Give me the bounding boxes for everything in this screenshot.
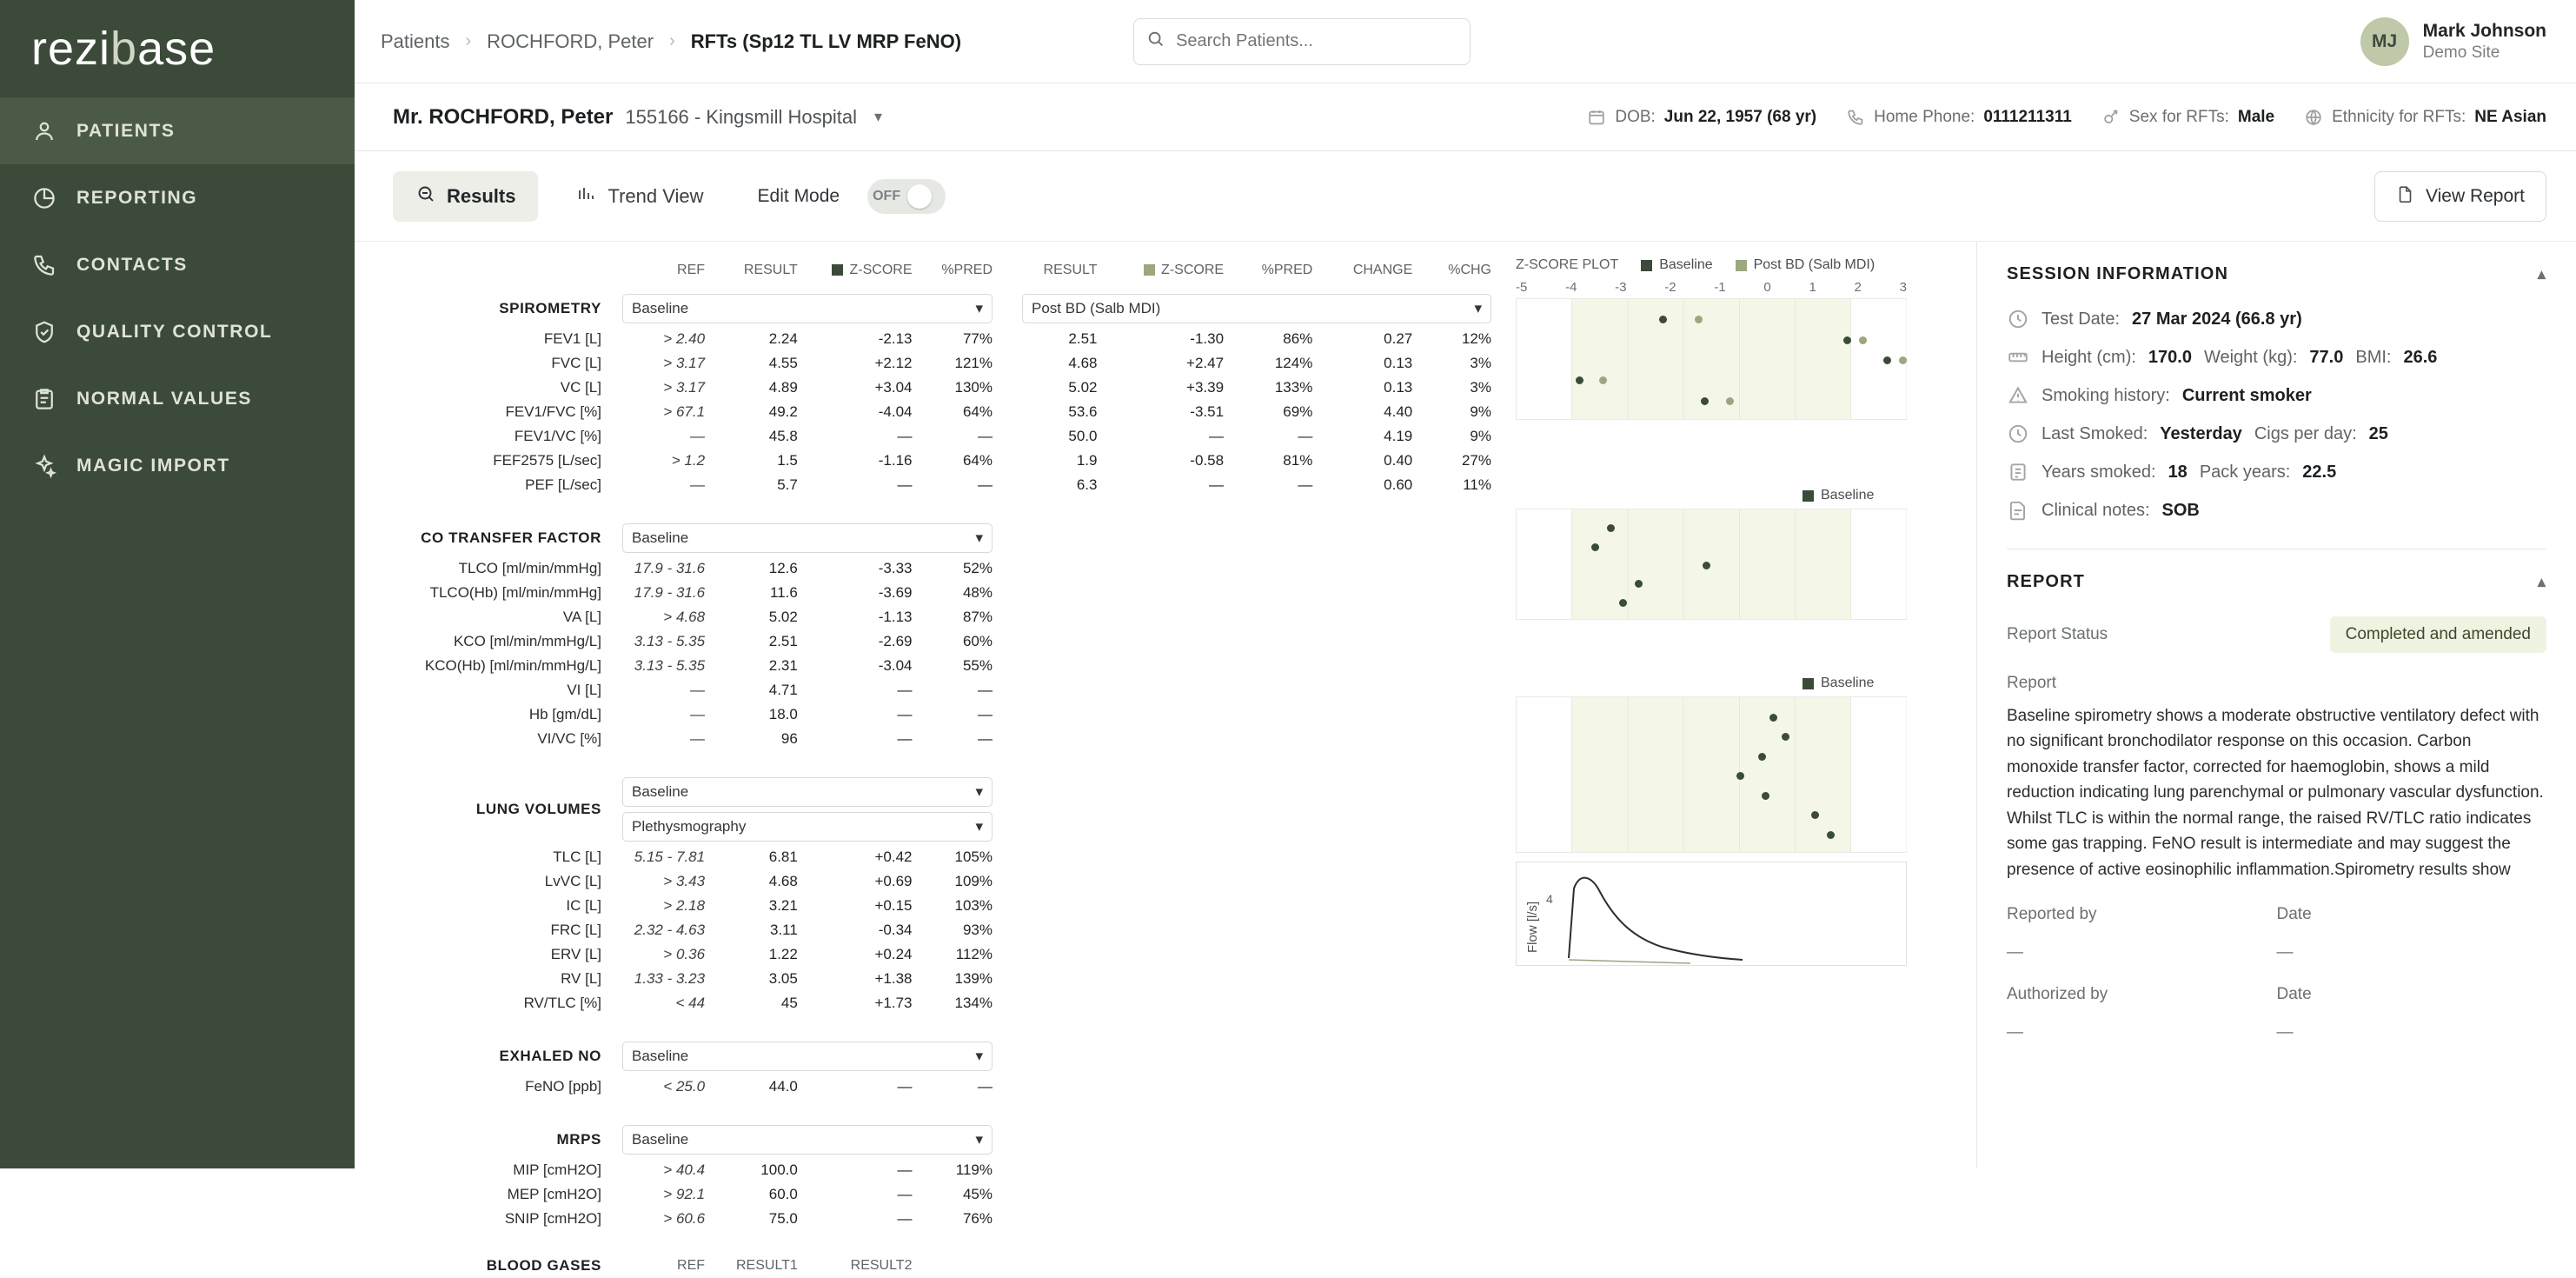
table-row: MEP [cmH2O] > 92.1 60.0 — 45% [507,1186,993,1202]
postbd-table [1013,257,1500,497]
col-ref: REF [677,263,706,277]
zscore-point [1883,356,1891,364]
chevron-down-icon: ▾ [975,300,983,316]
session-smoking-value: Current smoker [2181,385,2312,405]
table-row: KCO(Hb) [ml/min/mmHg/L] 3.13 - 5.35 2.31 -3.04 55% [424,657,993,674]
section-label-blood-gases: BLOOD GASES [486,1257,601,1274]
select-spirometry-postbd[interactable]: Post BD (Salb MDI) ▾ [1022,294,1491,323]
patient-dob [1587,108,1816,127]
patient-bar [355,83,2576,151]
legend-swatch-baseline [1641,260,1652,271]
list-icon [2007,461,2029,483]
sidebar [0,0,355,1168]
sidebar-item-label: CONTACTS [76,254,188,275]
legend-postbd: Post BD (Salb MDI) [1736,257,1876,273]
sidebar-item-reporting[interactable] [0,164,355,231]
table-row: 2.51 -1.30 86% 0.27 12% [1068,330,1491,347]
session-bmi-value: 26.6 [2403,347,2438,367]
view-report-button[interactable] [2374,171,2546,222]
col-change: CHANGE [1352,263,1413,277]
spacer-row [393,751,1001,774]
table-row: ERV [L] > 0.36 1.22 +0.24 112% [550,946,993,962]
zscore-grid [1516,697,1907,852]
content-area [355,242,2576,1274]
session-report-pane [1976,242,2576,1168]
report-body-text: Baseline spirometry shows a moderate obstructive ventilatory defect with no significant bronchodilator response on this occasion. Carbon monoxide transfer factor, corrected for haemoglobin, shows a mild reduction indicating lung parenchymal or pulmonary vascular dysfunction. Whilst TLC is within the normal range, the raised RV/TLC ratio indicates some gas trapping. FeNO result is intermediate and may suggest the presence of active eosinophilic inflammation.Spirometry results show [2007,707,2544,879]
phone-icon [1846,108,1865,127]
zscore-point [1635,580,1643,588]
status-badge: Completed and amended [2330,616,2546,653]
patient-name: Mr. ROCHFORD, Peter [393,104,614,129]
session-bmi-label: BMI: [2355,347,2392,367]
edit-mode-toggle[interactable] [867,179,946,214]
table-row: KCO [ml/min/mmHg/L] 3.13 - 5.35 2.51 -2.69 60% [453,633,993,649]
document-icon [2396,184,2415,209]
section-label-spirometry: SPIROMETRY [499,300,601,316]
reported-by-value: — [2007,943,2023,962]
bg-col-ref: REF [677,1258,706,1273]
zscore-band-spirometry [1516,298,1907,420]
reported-by-row [2007,905,2546,962]
table-row: VI [L] — 4.71 — — [567,682,993,698]
chevron-down-icon: ▾ [975,783,983,800]
section-label-co-transfer: CO TRANSFER FACTOR [421,529,601,546]
report-body-label: Report [2007,674,2057,692]
tab-results[interactable] [393,171,538,222]
table-row: 53.6 -3.51 69% 4.40 9% [1068,403,1491,420]
report-body-block [2007,674,2546,882]
calendar-icon [1587,108,1606,127]
results-toolbar [355,151,2576,242]
table-row: VC [L] > 3.17 4.89 +3.04 130% [560,379,993,396]
zscore-point [1703,562,1710,569]
spacer-row [393,1099,1001,1122]
patient-sex [2101,108,2274,127]
patient-phone-label: Home Phone: [1874,107,1975,126]
section-header-row [393,290,1001,327]
table-row: FVC [L] > 3.17 4.55 +2.12 121% [551,355,993,371]
select-co-transfer-baseline[interactable]: Baseline ▾ [622,523,993,553]
authorized-by-row [2007,985,2546,1042]
table-row: Hb [gm/dL] — 18.0 — — [528,706,993,722]
zscore-point [1769,714,1777,722]
col-zscore: Z-SCORE [807,257,921,290]
toggle-knob[interactable] [907,184,932,209]
avatar: MJ [2360,17,2409,66]
results-tables [393,257,1976,1278]
sidebar-item-label: NORMAL VALUES [76,388,253,409]
section-header-row [393,1038,1001,1075]
legend-swatch-postbd [1736,260,1747,271]
session-test-date [2007,300,2546,338]
edit-mode-state: OFF [873,188,901,203]
shield-check-icon [31,319,57,345]
zscore-point [1811,811,1819,819]
session-smoking-history [2007,376,2546,415]
chevron-right-icon: › [465,31,472,50]
patient-ethnicity-value: NE Asian [2474,107,2546,126]
session-height-value: 170.0 [2148,347,2192,367]
warning-icon [2007,384,2029,407]
sidebar-item-normal-values[interactable] [0,365,355,432]
patient-ethnicity [2304,108,2546,127]
authorized-by-label: Authorized by [2007,985,2108,1004]
zscore-point [1782,733,1789,741]
session-anthropometrics [2007,338,2546,376]
session-weight-value: 77.0 [2309,347,2344,367]
chevron-down-icon: ▾ [975,1131,983,1148]
session-test-date-value: 27 Mar 2024 (66.8 yr) [2132,309,2302,329]
authorized-date-value: — [2276,1023,2294,1042]
section-header-row [1013,290,1500,327]
logo-text-part1: rezi [31,23,111,75]
select-lung-volumes-baseline[interactable]: Baseline ▾ [622,777,993,807]
reported-date-label: Date [2276,905,2312,924]
phone-icon [31,252,57,278]
zscore-plot-title: Z-SCORE PLOT [1516,257,1619,272]
authorized-date-col [2277,985,2547,1042]
zscore-point [1736,772,1744,780]
breadcrumb-current: RFTs (Sp12 TL LV MRP FeNO) [690,30,962,52]
report-status-label: Report Status [2007,625,2108,643]
edit-mode-label: Edit Mode [757,185,840,206]
session-information-title: SESSION INFORMATION [2007,264,2228,283]
section-header-row [393,1254,1001,1278]
section-label-lung-volumes: LUNG VOLUMES [475,801,601,817]
col-result: RESULT [743,263,798,277]
zscore-point [1899,356,1907,364]
sidebar-item-contacts[interactable] [0,231,355,298]
user-site: Demo Site [2422,43,2500,62]
zscore-point [1599,376,1607,384]
zscore-legend-swatch-postbd [1144,264,1155,276]
select-spirometry-baseline[interactable]: Baseline ▾ [622,294,993,323]
table-row: FEV1/VC [%] — 45.8 — — [514,428,993,444]
col-pchg: %CHG [1448,263,1491,277]
session-information-header[interactable] [2007,264,2546,300]
col-zscore: Z-SCORE [1105,257,1232,290]
table-row: FEF2575 [L/sec] > 1.2 1.5 -1.16 64% [493,452,993,469]
col-pred: %PRED [1261,263,1313,277]
zscore-grid [1516,509,1907,619]
top-bar [355,0,2576,83]
logo-text-dot: b [110,23,138,75]
table-row: PEF [L/sec] — 5.7 — — [525,476,993,493]
sidebar-item-label: REPORTING [76,187,198,208]
patient-ethnicity-label: Ethnicity for RFTs: [2332,107,2466,126]
tab-results-label: Results [447,184,516,207]
session-height-label: Height (cm): [2042,347,2136,367]
patient-phone-value: 0111211311 [1983,107,2072,126]
report-status-row [2007,608,2546,674]
zscore-point [1758,753,1766,761]
table-row: VI/VC [%] — 96 — — [537,730,993,747]
session-years-smoked [2007,453,2546,491]
spacer-row [393,1231,1001,1254]
chevron-up-icon[interactable]: ▴ [2537,265,2546,283]
sidebar-item-label: MAGIC IMPORT [76,455,230,476]
results-table-postbd [1013,257,1500,497]
patient-dob-label: DOB: [1615,107,1656,126]
sidebar-item-magic-import[interactable] [0,432,355,499]
report-header[interactable] [2007,549,2546,608]
logo-text-part2: ase [137,23,216,75]
chart-pie-icon [31,185,57,211]
session-cigs-label: Cigs per day: [2254,423,2357,443]
zscore-point [1762,792,1769,800]
select-mrps-baseline[interactable]: Baseline ▾ [622,1125,993,1155]
zscore-point [1659,316,1667,323]
ruler-icon [2007,346,2029,369]
reported-date-col [2277,905,2547,962]
session-clinical-notes [2007,491,2546,529]
zscore-grid [1516,299,1907,419]
zscore-legend-swatch [832,264,843,276]
trend-icon [576,183,597,210]
patient-id-site: 155166 - Kingsmill Hospital [625,105,857,128]
session-years-smoked-label: Years smoked: [2042,462,2156,482]
sidebar-item-label: PATIENTS [76,120,176,141]
table-row: VA [L] > 4.68 5.02 -1.13 87% [562,609,993,625]
clock-icon [2007,308,2029,330]
table-row: TLC [L] 5.15 - 7.81 6.81 +0.42 105% [553,849,993,865]
session-test-date-label: Test Date: [2042,309,2121,329]
chevron-down-icon[interactable]: ▾ [873,108,882,125]
sparkles-icon [31,453,57,479]
zscore-point [1843,336,1851,344]
table-row: FEV1 [L] > 2.40 2.24 -2.13 77% [543,330,993,347]
chevron-down-icon: ▾ [975,818,983,835]
patient-meta-group [1587,108,2546,127]
chevron-up-icon[interactable]: ▴ [2537,573,2546,590]
flow-volume-curve [1517,862,1906,965]
session-smoking-label: Smoking history: [2042,385,2170,405]
section-label-exhaled-no: EXHALED NO [499,1048,601,1064]
authorized-by-col [2007,985,2277,1042]
section-label-mrps: MRPS [556,1131,601,1148]
session-clinical-notes-value: SOB [2161,500,2200,520]
baseline-table [393,257,1001,1278]
zscore-point [1607,524,1615,532]
legend-baseline-co: Baseline [1516,488,1976,503]
authorized-date-label: Date [2276,985,2312,1004]
zscore-band-co-transfer [1516,509,1907,620]
report-title: REPORT [2007,572,2085,591]
legend-swatch-baseline [1803,678,1814,689]
flow-volume-ytick: 4 [1546,892,1553,906]
col-result: RESULT [1043,263,1098,277]
session-last-smoked-value: Yesterday [2160,423,2242,443]
flow-volume-ylabel: Flow [l/s] [1525,901,1540,953]
session-cigs-value: 25 [2368,423,2388,443]
search-input[interactable] [1176,31,1457,51]
table-row: 1.9 -0.58 81% 0.40 27% [1076,452,1491,469]
session-years-smoked-value: 18 [2168,462,2188,482]
session-pack-years-value: 22.5 [2302,462,2337,482]
reported-by-col [2007,905,2277,962]
user-name: Mark Johnson [2422,20,2546,41]
table-row: IC [L] > 2.18 3.21 +0.15 103% [566,897,993,914]
spacer-row [393,497,1001,520]
table-row: FRC [L] 2.32 - 4.63 3.11 -0.34 93% [550,922,993,938]
search-icon [1146,30,1165,53]
section-header-row [393,1122,1001,1158]
table-row: LvVC [L] > 3.43 4.68 +0.69 109% [544,873,993,889]
flow-volume-chart [1516,862,1907,966]
zscore-point [1701,397,1709,405]
zscore-point [1726,397,1734,405]
zscore-plot-panel [1516,257,1976,966]
section-header-row [393,520,1001,556]
zscore-point [1619,599,1627,607]
table-row: 4.68 +2.47 124% 0.13 3% [1068,355,1491,371]
note-icon [2007,499,2029,522]
session-last-smoked [2007,415,2546,453]
table-row: MIP [cmH2O] > 40.4 100.0 — 119% [513,1162,993,1178]
session-pack-years-label: Pack years: [2199,462,2291,482]
clock-icon [2007,423,2029,445]
zscore-point [1827,831,1835,839]
zscore-point [1591,543,1599,551]
chevron-down-icon: ▾ [975,1048,983,1064]
sidebar-item-quality-control[interactable] [0,298,355,365]
zscore-axis-ticks: -5 -4 -3 -2 -1 0 1 2 3 [1516,280,1907,295]
tab-trend-view-label: Trend View [607,184,704,207]
zscore-point [1859,336,1867,344]
session-clinical-notes-label: Clinical notes: [2042,500,2150,520]
user-menu[interactable] [2360,17,2546,66]
sidebar-item-patients[interactable] [0,97,355,164]
legend-baseline: Baseline [1641,257,1712,273]
breadcrumb-patient-name[interactable]: ROCHFORD, Peter [487,30,654,52]
results-table-baseline [393,257,1001,1278]
table-row: RV/TLC [%] < 44 45 +1.73 134% [523,995,993,1011]
authorized-by-value: — [2007,1023,2023,1042]
session-weight-label: Weight (kg): [2203,347,2298,367]
main-area [355,0,2576,1274]
reported-date-value: — [2276,943,2294,962]
spacer-row [393,1015,1001,1038]
bg-col-result1: RESULT1 [735,1258,798,1273]
table-row: 6.3 — — 0.60 11% [1076,476,1491,493]
table-row: TLCO(Hb) [ml/min/mmHg] 17.9 - 31.6 11.6 -3.69 48% [429,584,993,601]
col-pred: %PRED [941,263,993,277]
table-row: SNIP [cmH2O] > 60.6 75.0 — 76% [504,1210,993,1227]
results-icon [415,183,436,210]
breadcrumb-patients[interactable]: Patients [381,30,450,52]
user-icon [31,118,57,144]
session-last-smoked-label: Last Smoked: [2042,423,2148,443]
table-row: 5.02 +3.39 133% 0.13 3% [1068,379,1491,396]
patient-sex-value: Male [2237,107,2275,126]
bg-col-result2: RESULT2 [850,1258,913,1273]
search-patients-box[interactable] [1133,18,1471,65]
select-exhaled-no-baseline[interactable]: Baseline ▾ [622,1042,993,1071]
chevron-down-icon: ▾ [975,529,983,546]
zscore-plot-header [1516,257,1976,276]
patient-sex-label: Sex for RFTs: [2128,107,2229,126]
zscore-band-lung-volumes [1516,696,1907,853]
tab-trend-view[interactable] [554,171,726,222]
results-pane [355,242,1976,1274]
globe-icon [2304,108,2323,127]
app-logo [0,0,355,97]
patient-dob-value: Jun 22, 1957 (68 yr) [1663,107,1817,126]
clipboard-icon [31,386,57,412]
view-report-label: View Report [2425,185,2525,206]
table-row: FeNO [ppb] < 25.0 44.0 — — [525,1078,993,1095]
legend-swatch-baseline [1803,490,1814,502]
patient-phone [1846,108,2072,127]
select-lung-volumes-method[interactable]: Plethysmography ▾ [622,812,993,842]
table-row: TLCO [ml/min/mmHg] 17.9 - 31.6 12.6 -3.33 52% [458,560,993,576]
chevron-down-icon: ▾ [1474,300,1482,316]
table-row: FEV1/FVC [%] > 67.1 49.2 -4.04 64% [505,403,993,420]
gender-icon [2101,108,2121,127]
legend-baseline-lv: Baseline [1516,676,1976,691]
table-row: RV [L] 1.33 - 3.23 3.05 +1.38 139% [561,970,993,987]
section-header-row [393,774,1001,845]
table-row: 50.0 — — 4.19 9% [1068,428,1491,444]
reported-by-label: Reported by [2007,905,2097,924]
sidebar-item-label: QUALITY CONTROL [76,321,273,342]
chevron-right-icon: › [669,31,675,50]
